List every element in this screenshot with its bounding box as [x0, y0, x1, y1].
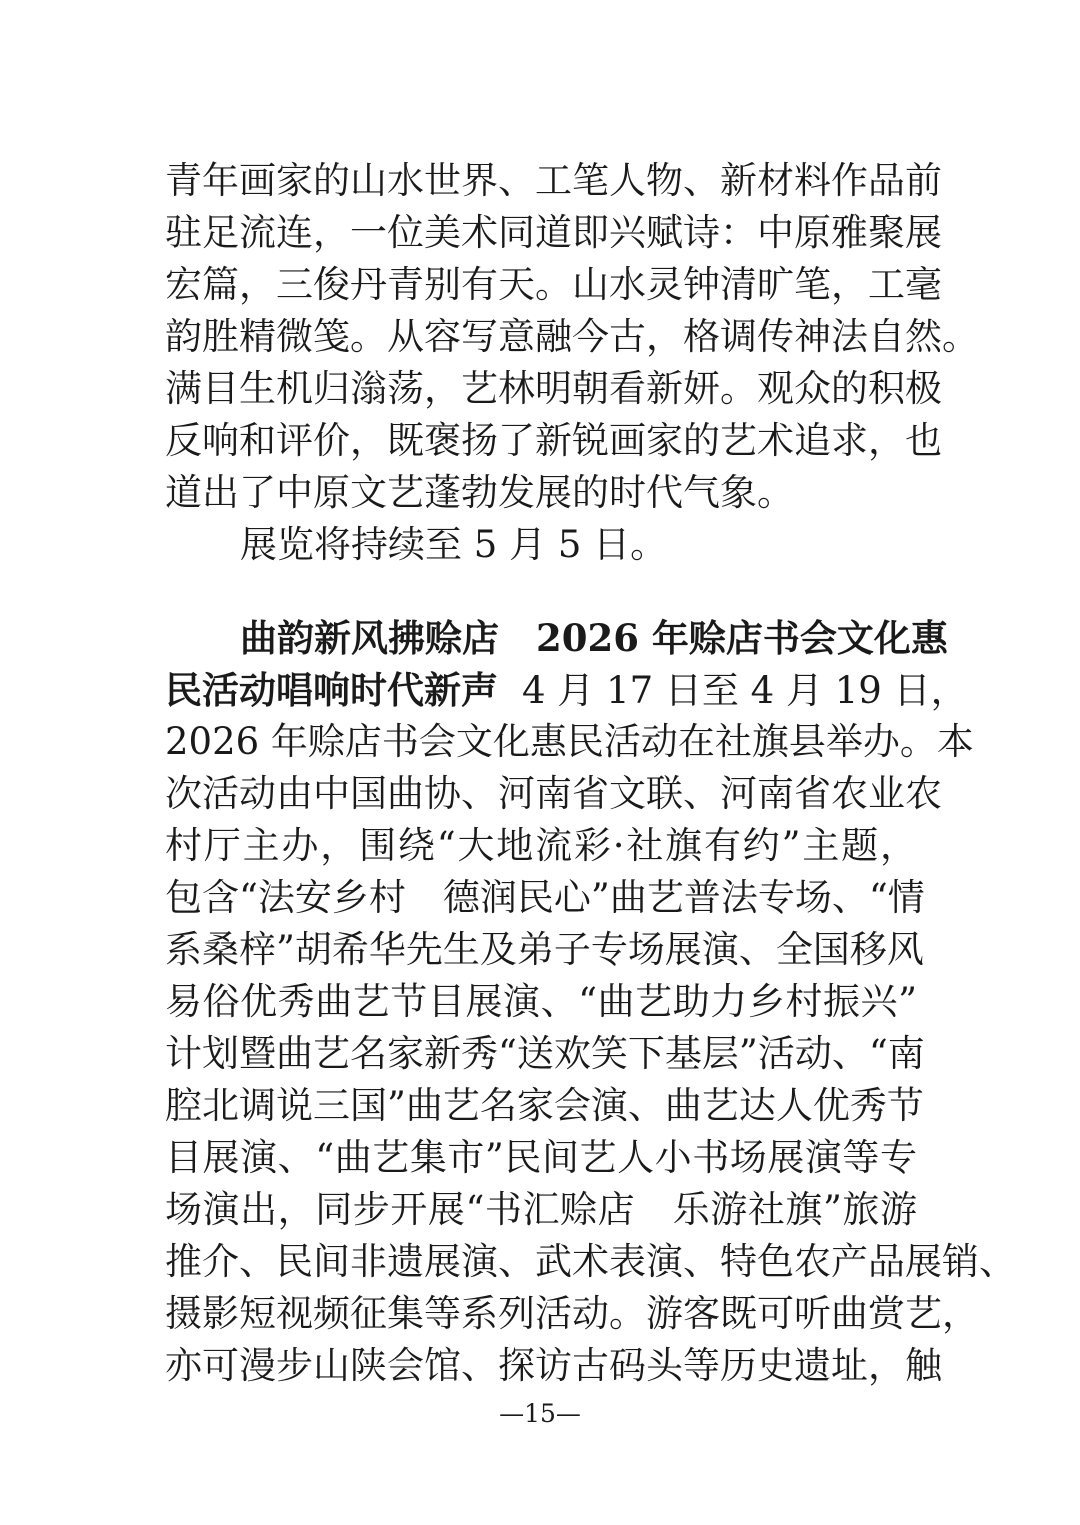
body-text-line: 青年画家的山水世界、工笔人物、新材料作品前 — [165, 159, 942, 202]
body-text-line: 韵胜精微笺。从容写意融今古，格调传神法自然。 — [165, 315, 979, 358]
article-heading-line2 — [165, 664, 968, 716]
body-text-line: 村厅主办，围绕“大地流彩·社旗有约”主题， — [165, 824, 917, 867]
body-text-line: 摄影短视频征集等系列活动。游客既可听曲赏艺， — [165, 1292, 979, 1335]
body-text-line: 满目生机归滃荡，艺林明朝看新妍。观众的积极 — [165, 367, 942, 410]
body-text-line: 展览将持续至 5 月 5 日。 — [240, 523, 668, 566]
body-text-line: 反响和评价，既褒扬了新锐画家的艺术追求，也 — [165, 419, 942, 462]
body-text-line: 腔北调说三国”曲艺名家会演、曲艺达人优秀节 — [165, 1084, 924, 1127]
body-text-line: 系桑梓”胡希华先生及弟子专场展演、全国移风 — [165, 928, 924, 971]
body-text-line: 宏篇，三俊丹青别有天。山水灵钟清旷笔，工毫 — [165, 263, 942, 306]
body-text-line: 推介、民间非遗展演、武术表演、特色农产品展销、 — [165, 1240, 1016, 1283]
body-text-line: 2026 年赊店书会文化惠民活动在社旗县举办。本 — [165, 720, 974, 763]
article-heading: 曲韵新风拂赊店 2026 年赊店书会文化惠 — [240, 616, 948, 660]
body-text-line: 包含“法安乡村 德润民心”曲艺普法专场、“情 — [165, 876, 925, 919]
body-text-line: 驻足流连，一位美术同道即兴赋诗：中原雅聚展 — [165, 211, 942, 254]
body-text-line: 易俗优秀曲艺节目展演、“曲艺助力乡村振兴” — [165, 980, 917, 1023]
body-text-line: 场演出，同步开展“书汇赊店 乐游社旗”旅游 — [165, 1188, 917, 1231]
body-text-line: 目展演、“曲艺集市”民间艺人小书场展演等专 — [165, 1136, 917, 1179]
article-heading-continued: 民活动唱响时代新声 — [165, 668, 498, 712]
page-number: —15— — [499, 1399, 581, 1428]
body-text-line: 道出了中原文艺蓬勃发展的时代气象。 — [165, 471, 794, 514]
body-text-line: 次活动由中国曲协、河南省文联、河南省农业农 — [165, 772, 942, 815]
body-text-line: 亦可漫步山陕会馆、探访古码头等历史遗址，触 — [165, 1344, 942, 1387]
body-text-line: 计划暨曲艺名家新秀“送欢笑下基层”活动、“南 — [165, 1032, 925, 1075]
body-text-inline: 4 月 17 日至 4 月 19 日， — [522, 669, 968, 712]
